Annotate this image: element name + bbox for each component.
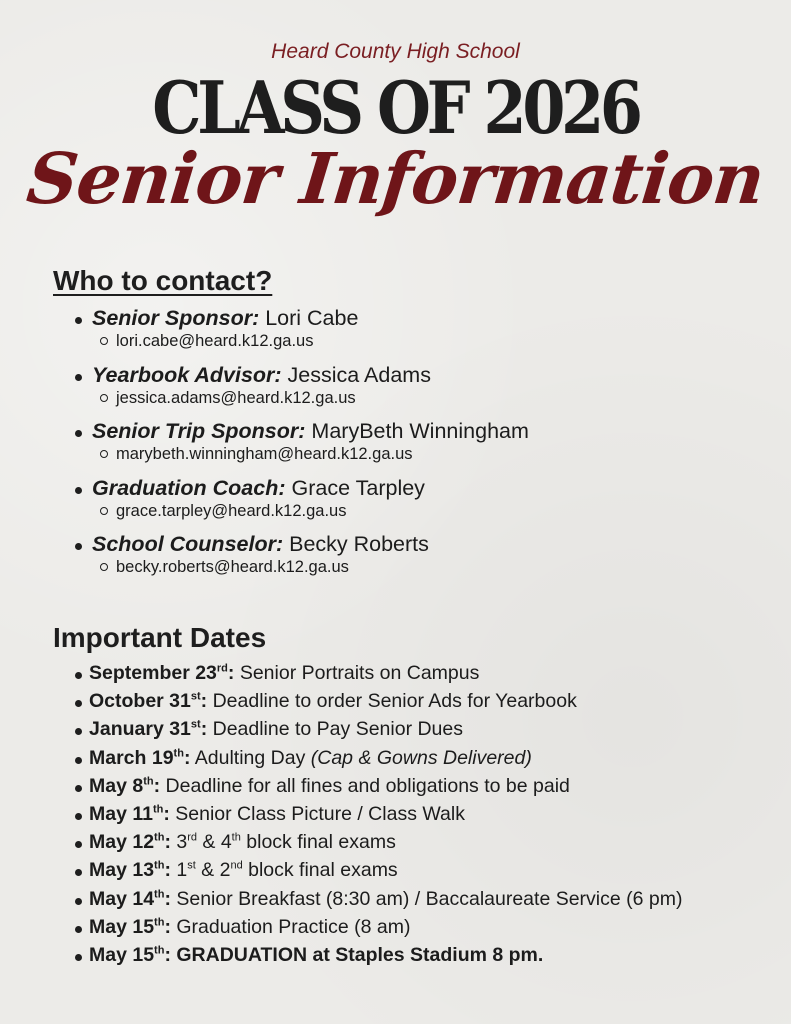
contact-role: School Counselor: xyxy=(92,532,284,556)
contact-item xyxy=(75,306,775,363)
date-item: October 31st: Deadline to order Senior Ads for Yearbook xyxy=(75,690,785,718)
date-suffix: st xyxy=(190,690,201,703)
bullet-icon xyxy=(75,869,82,876)
date-suffix: th xyxy=(152,803,164,816)
contact-name: Jessica Adams xyxy=(281,362,431,387)
date-label: January 31 xyxy=(89,718,191,741)
date-description-mid: & 2 xyxy=(195,859,231,882)
contact-name: Becky Roberts xyxy=(283,532,429,556)
date-label: May 12 xyxy=(89,831,155,854)
date-note: (Cap & Gowns Delivered) xyxy=(310,746,532,769)
contact-email[interactable]: marybeth.winningham@heard.k12.ga.us xyxy=(116,445,413,463)
date-item: January 31st: Deadline to Pay Senior Dues xyxy=(75,718,785,746)
contact-role: Senior Sponsor: xyxy=(92,306,260,330)
contact-name: Grace Tarpley xyxy=(285,475,425,500)
contact-item xyxy=(75,363,775,420)
date-suffix: th xyxy=(154,944,165,957)
date-label: October 31 xyxy=(89,690,191,713)
contact-item xyxy=(75,419,775,476)
date-label: May 15 xyxy=(89,943,155,966)
bullet-icon xyxy=(75,430,82,437)
date-item: May 14th: Senior Breakfast (8:30 am) / Baccalaureate Service (6 pm) xyxy=(75,888,785,916)
bullet-icon xyxy=(75,841,82,848)
graduation-description: GRADUATION at Staples Stadium 8 pm. xyxy=(170,943,544,966)
date-item: May 13th: 1st & 2nd block final exams xyxy=(75,859,785,887)
bullet-icon xyxy=(75,898,82,905)
date-label: May 14 xyxy=(89,887,155,910)
ordinal-suffix: nd xyxy=(230,859,243,872)
date-suffix: rd xyxy=(216,662,228,675)
who-to-contact-heading: Who to contact? xyxy=(53,265,273,296)
bullet-icon xyxy=(75,954,82,961)
date-item: May 15th: GRADUATION at Staples Stadium 8 pm. xyxy=(75,944,785,972)
date-label: May 15 xyxy=(89,915,155,938)
bullet-icon xyxy=(75,813,82,820)
hollow-bullet-icon xyxy=(100,563,108,571)
contact-item xyxy=(75,532,775,589)
bullet-icon xyxy=(75,785,82,792)
dates-list xyxy=(75,662,785,972)
date-item: May 11th: Senior Class Picture / Class Walk xyxy=(75,803,785,831)
bullet-icon xyxy=(75,374,82,381)
date-label: September 23 xyxy=(89,662,217,684)
contact-role: Senior Trip Sponsor: xyxy=(92,419,306,443)
bullet-icon xyxy=(75,672,82,679)
ordinal-suffix: st xyxy=(187,859,196,872)
date-item: September 23rd: Senior Portraits on Campus xyxy=(75,662,785,690)
hollow-bullet-icon xyxy=(100,507,108,515)
date-label: May 8 xyxy=(89,774,144,797)
date-description: 3 xyxy=(170,831,188,854)
school-name: Heard County High School xyxy=(271,40,520,63)
date-suffix: st xyxy=(190,718,201,731)
date-label: May 13 xyxy=(89,859,155,882)
date-suffix: th xyxy=(154,916,165,929)
hollow-bullet-icon xyxy=(100,337,108,345)
contact-email[interactable]: grace.tarpley@heard.k12.ga.us xyxy=(116,501,347,520)
date-label: May 11 xyxy=(89,802,153,825)
bullet-icon xyxy=(75,543,82,550)
date-description-end: block final exams xyxy=(242,859,398,882)
date-suffix: th xyxy=(154,888,165,900)
date-description: Senior Class Picture / Class Walk xyxy=(169,802,465,825)
date-item: May 12th: 3rd & 4th block final exams xyxy=(75,831,785,859)
date-description: Deadline to order Senior Ads for Yearbook xyxy=(207,690,577,713)
date-item: May 15th: Graduation Practice (8 am) xyxy=(75,916,785,944)
date-item: May 8th: Deadline for all fines and obligations to be paid xyxy=(75,775,785,803)
date-suffix: th xyxy=(154,859,165,872)
bullet-icon xyxy=(75,757,82,764)
contact-list xyxy=(75,306,775,589)
date-description: Adulting Day xyxy=(190,746,311,769)
contact-item xyxy=(75,476,775,533)
ordinal-suffix: th xyxy=(231,831,241,844)
date-description: Deadline to Pay Senior Dues xyxy=(207,718,464,741)
date-suffix: th xyxy=(154,831,165,844)
date-description: Senior Portraits on Campus xyxy=(234,662,480,684)
date-label: March 19 xyxy=(89,746,174,769)
date-suffix: th xyxy=(173,747,184,760)
hollow-bullet-icon xyxy=(100,450,108,458)
contact-name: Lori Cabe xyxy=(259,306,359,330)
contact-name: MaryBeth Winningham xyxy=(305,419,529,443)
date-description: Graduation Practice (8 am) xyxy=(170,915,411,938)
contact-email[interactable]: jessica.adams@heard.k12.ga.us xyxy=(116,388,356,407)
contact-email[interactable]: becky.roberts@heard.k12.ga.us xyxy=(116,558,349,576)
bullet-icon xyxy=(75,317,82,324)
date-description-end: block final exams xyxy=(240,831,396,854)
bullet-icon xyxy=(75,487,82,494)
bullet-icon xyxy=(75,926,82,933)
date-description: Deadline for all fines and obligations to be paid xyxy=(160,774,570,797)
date-description-mid: & 4 xyxy=(196,831,232,854)
ordinal-suffix: rd xyxy=(187,831,197,844)
class-of-heading: CLASS OF 2026 xyxy=(152,65,639,150)
date-item: March 19th: Adulting Day (Cap & Gowns Delivered) xyxy=(75,747,785,775)
date-description: Senior Breakfast (8:30 am) / Baccalaureate Service (6 pm) xyxy=(170,887,683,910)
contact-email[interactable]: lori.cabe@heard.k12.ga.us xyxy=(116,332,314,350)
bullet-icon xyxy=(75,700,82,707)
date-suffix: th xyxy=(143,775,154,788)
contact-role: Graduation Coach: xyxy=(92,475,286,500)
hollow-bullet-icon xyxy=(100,394,108,402)
important-dates-heading: Important Dates xyxy=(53,622,267,653)
bullet-icon xyxy=(75,728,82,735)
date-description: 1 xyxy=(170,859,188,882)
contact-role: Yearbook Advisor: xyxy=(92,362,282,387)
senior-information-title: Senior Information xyxy=(23,137,768,220)
